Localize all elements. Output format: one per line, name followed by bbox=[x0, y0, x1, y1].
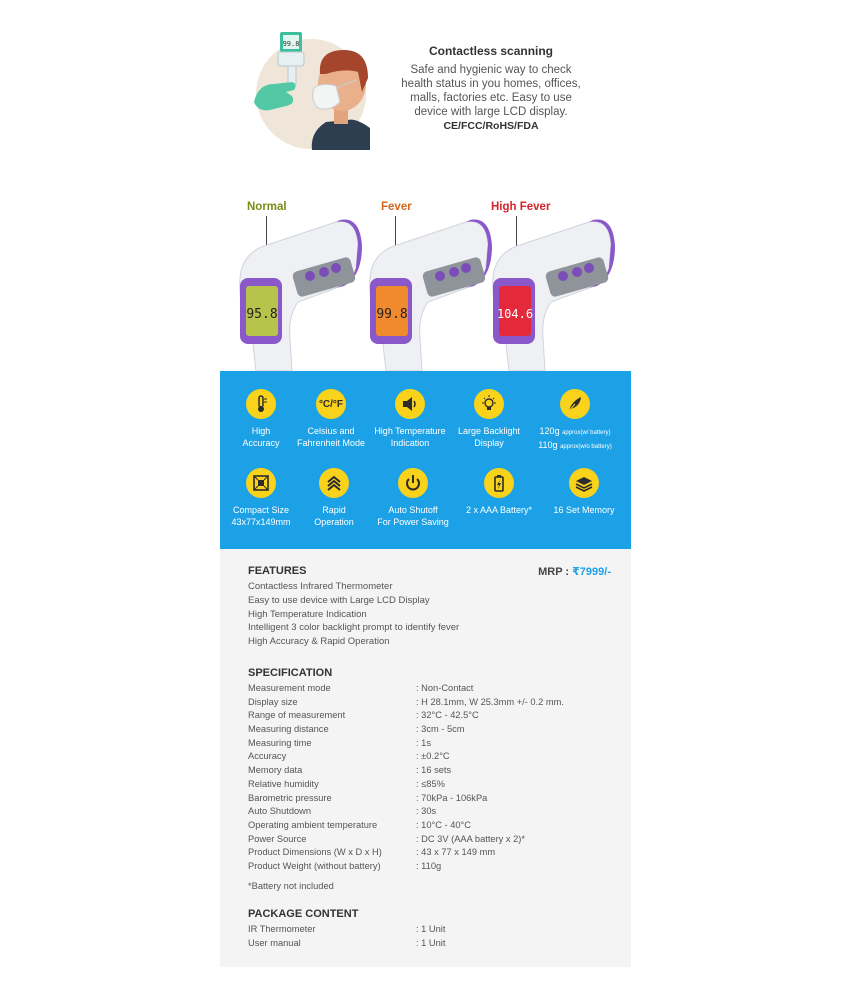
package-key: User manual bbox=[248, 937, 301, 948]
list-item: High Temperature Indication bbox=[248, 608, 367, 620]
feature-label: 110g bbox=[538, 440, 558, 450]
lightbulb-icon bbox=[474, 389, 504, 419]
feature-large-backlight bbox=[448, 389, 530, 449]
features-title: FEATURES bbox=[248, 565, 307, 577]
spec-key: Auto Shutdown bbox=[248, 806, 312, 817]
feature-label: Rapid bbox=[322, 505, 346, 515]
spec-key: Relative humidity bbox=[248, 778, 319, 789]
package-value: : 1 Unit bbox=[416, 924, 446, 934]
features-list bbox=[248, 580, 459, 649]
feature-label: Celsius and bbox=[307, 426, 355, 436]
product-info-panel bbox=[220, 549, 631, 967]
chevrons-up-icon bbox=[319, 468, 349, 498]
illustration-reading: 99.8 bbox=[282, 40, 300, 48]
memory-icon bbox=[569, 468, 599, 498]
feature-compact-size bbox=[220, 468, 302, 528]
spec-value: : H 28.1mm, W 25.3mm +/- 0.2 mm. bbox=[416, 696, 565, 707]
spec-value: : 32°C - 42.5°C bbox=[416, 710, 479, 721]
feature-label: Operation bbox=[314, 517, 354, 527]
spec-key: Display size bbox=[248, 696, 298, 707]
feature-high-temp-indication bbox=[369, 389, 451, 449]
specification-title: SPECIFICATION bbox=[248, 667, 333, 679]
feature-battery bbox=[458, 468, 540, 516]
list-item: Easy to use device with Large LCD Display bbox=[248, 594, 430, 606]
package-key: IR Thermometer bbox=[248, 924, 316, 934]
thermometer-normal bbox=[232, 216, 367, 372]
feature-label: Display bbox=[474, 438, 504, 448]
package-content-title: PACKAGE CONTENT bbox=[248, 908, 359, 920]
spec-key: Accuracy bbox=[248, 751, 287, 762]
speaker-icon bbox=[395, 389, 425, 419]
hero-title: Contactless scanning bbox=[428, 44, 554, 58]
spec-key: Product Dimensions (W x D x H) bbox=[248, 847, 382, 858]
lcd-reading: 99.8 bbox=[376, 307, 408, 322]
feature-label: 16 Set Memory bbox=[553, 505, 615, 515]
spec-value: : 3cm - 5cm bbox=[416, 724, 465, 735]
battery-note: *Battery not included bbox=[248, 881, 334, 891]
feature-label: For Power Saving bbox=[377, 517, 449, 527]
spec-key: Operating ambient temperature bbox=[248, 819, 378, 830]
battery-icon bbox=[484, 468, 514, 498]
spec-value: : Non-Contact bbox=[416, 683, 474, 693]
power-icon bbox=[398, 468, 428, 498]
mrp-value: ₹7999/- bbox=[572, 566, 611, 578]
state-label-normal: Normal bbox=[247, 201, 287, 213]
mrp-label: MRP : bbox=[538, 566, 570, 578]
thermometer-states bbox=[0, 196, 850, 372]
feature-weight bbox=[533, 389, 617, 453]
spec-key: Barometric pressure bbox=[248, 792, 332, 803]
hero-desc-line: device with large LCD display. bbox=[414, 106, 568, 118]
feature-memory bbox=[543, 468, 625, 516]
certifications: CE/FCC/RoHS/FDA bbox=[443, 120, 539, 132]
spec-value: : 1s bbox=[416, 737, 431, 748]
spec-value: : 16 sets bbox=[416, 765, 452, 776]
feather-icon bbox=[560, 389, 590, 419]
spec-value: : ±0.2°C bbox=[416, 751, 450, 762]
thermometer-fever bbox=[362, 216, 497, 372]
contactless-scanning-illustration bbox=[252, 32, 370, 150]
feature-icons-band bbox=[220, 371, 631, 549]
spec-value: : ≤85% bbox=[416, 778, 445, 789]
spec-value: : 43 x 77 x 149 mm bbox=[416, 847, 496, 858]
feature-label: Auto Shutoff bbox=[388, 505, 438, 515]
state-label-high-fever: High Fever bbox=[491, 201, 551, 213]
feature-label: Indication bbox=[390, 438, 430, 448]
mrp-price bbox=[538, 565, 611, 578]
feature-label: Accuracy bbox=[242, 438, 280, 448]
hero-text-block bbox=[398, 44, 584, 132]
lcd-reading: 95.8 bbox=[246, 307, 278, 322]
feature-label: High bbox=[251, 426, 271, 436]
package-value: : 1 Unit bbox=[416, 937, 446, 948]
hero-desc-line: health status in you homes, offices, bbox=[401, 78, 581, 90]
thermometer-high-fever bbox=[485, 216, 620, 372]
list-item: Intelligent 3 color backlight prompt to identify fever bbox=[248, 622, 460, 634]
spec-key: Product Weight (without battery) bbox=[248, 860, 381, 871]
hero-desc-line: malls, factories etc. Easy to use bbox=[410, 92, 572, 104]
feature-label: Large Backlight bbox=[457, 426, 521, 436]
lcd-reading: 104.6 bbox=[496, 307, 534, 321]
spec-key: Measuring distance bbox=[248, 724, 329, 735]
spec-key: Measuring time bbox=[248, 737, 312, 748]
compact-size-icon bbox=[246, 468, 276, 498]
spec-key: Memory data bbox=[248, 765, 303, 776]
spec-value: : 110g bbox=[416, 860, 442, 871]
feature-label: High Temperature bbox=[374, 426, 446, 436]
spec-value: : 10°C - 40°C bbox=[416, 819, 471, 830]
spec-value: : 70kPa - 106kPa bbox=[416, 792, 488, 803]
hero-description bbox=[398, 63, 584, 119]
feature-label-note: approx(w/o battery) bbox=[560, 444, 612, 450]
feature-rapid-operation bbox=[293, 468, 375, 528]
feature-label: 120g bbox=[539, 426, 560, 436]
spec-key: Power Source bbox=[248, 833, 307, 844]
feature-auto-shutoff bbox=[372, 468, 454, 528]
list-item: High Accuracy & Rapid Operation bbox=[248, 636, 390, 648]
celsius-fahrenheit-icon: °C/°F bbox=[316, 389, 346, 419]
hero-desc-line: Safe and hygienic way to check bbox=[410, 64, 572, 76]
state-label-fever: Fever bbox=[381, 201, 412, 213]
feature-label-note: approx(w/ battery) bbox=[562, 430, 611, 436]
thermometer-icon bbox=[246, 389, 276, 419]
feature-label: Compact Size bbox=[232, 505, 290, 515]
feature-label: 2 x AAA Battery* bbox=[465, 505, 533, 515]
feature-celsius-fahrenheit bbox=[290, 389, 372, 449]
spec-value: : DC 3V (AAA battery x 2)* bbox=[416, 833, 526, 844]
spec-value: : 30s bbox=[416, 806, 437, 817]
spec-key: Range of measurement bbox=[248, 710, 346, 721]
list-item: Contactless Infrared Thermometer bbox=[248, 581, 393, 592]
feature-label: 43x77x149mm bbox=[231, 517, 291, 527]
feature-label: Fahrenheit Mode bbox=[296, 438, 366, 448]
spec-key: Measurement mode bbox=[248, 683, 331, 693]
